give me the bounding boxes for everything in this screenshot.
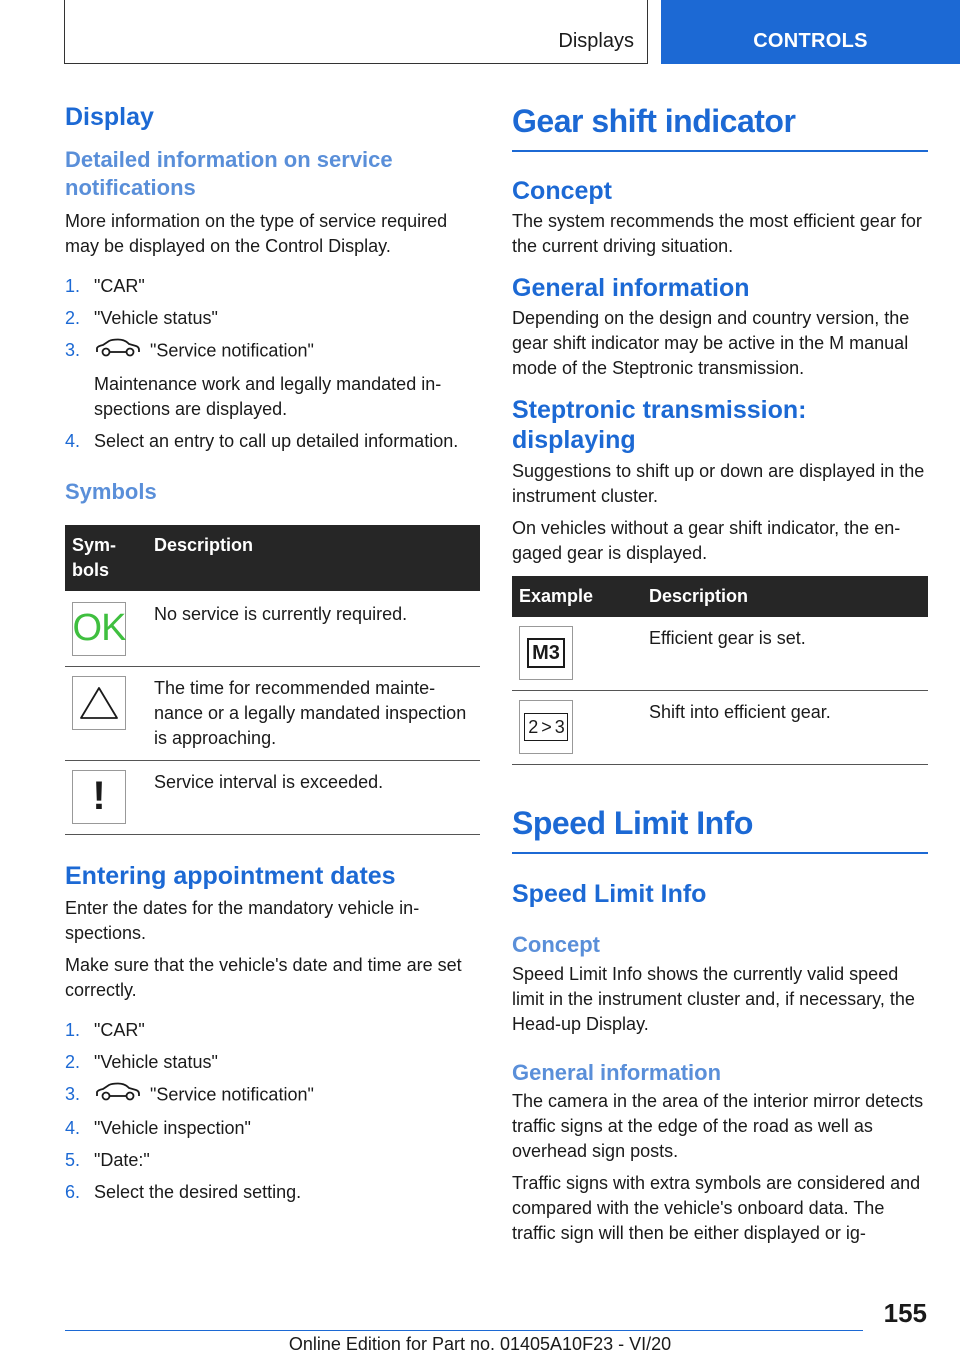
warning-triangle-icon [72, 676, 126, 730]
right-column [512, 100, 928, 1246]
step-number: 1. [65, 1019, 81, 1040]
symbols-heading: Symbols [65, 479, 157, 504]
speed-limit-heading: Speed Limit Info [512, 880, 707, 908]
steptronic-heading: Steptronic transmission: displaying [512, 396, 807, 454]
step-text: "Vehicle status" [94, 308, 218, 328]
sli-concept-text: Speed Limit Info shows the currently valid speed limit in the instrument cluster and, if necessary, the Head-up Display. [512, 963, 915, 1034]
intro-text: More information on the type of service required may be displayed on the Control Display. [65, 211, 448, 256]
exclamation-icon [72, 770, 126, 824]
header-section-title: Displays [558, 30, 634, 52]
step-number: 4. [65, 1117, 81, 1138]
list-item [65, 338, 480, 422]
step-text: "Vehicle inspection" [94, 1117, 251, 1138]
ok-icon [72, 602, 126, 656]
list-item [65, 274, 480, 299]
step-text: Select the desired setting. [94, 1181, 302, 1202]
appointment-text-1: Enter the dates for the mandatory vehicle inspections. [65, 897, 420, 943]
step-number: 1. [65, 276, 81, 296]
symbol-description: No service is currently required. [147, 591, 480, 667]
general-info-text: Depending on the design and country version, the gear shift indicator may be active in the M manual mode of the Steptronic transmission. [512, 308, 910, 378]
service-steps-list [65, 274, 480, 454]
gear-description: Efficient gear is set. [642, 617, 928, 691]
gear-m3-symbol-text: M3 [527, 638, 565, 668]
speed-limit-title: Speed Limit Info [512, 805, 928, 854]
sli-general-text-1: The camera in the area of the interior mirror detects traffic signs at the edge of the road as well as overhead sign posts. [512, 1091, 924, 1161]
step-text: "Service notification" [150, 1083, 314, 1104]
step-text: "Date:" [94, 1149, 150, 1170]
symbols-table [65, 525, 480, 835]
table-row [65, 666, 480, 760]
list-item [65, 1180, 480, 1205]
service-notifications-heading: Detailed information on service notifications [65, 147, 393, 200]
table-row [512, 617, 928, 691]
header-chapter-tab: CONTROLS [661, 0, 960, 64]
step-text: Select an entry to call up detailed information. [94, 431, 459, 451]
example-col-header: Example [512, 576, 642, 617]
list-item [65, 1018, 480, 1043]
list-item [65, 1050, 480, 1075]
gear-shift-title: Gear shift indicator [512, 103, 928, 152]
shift-up-symbol-text: 2 > 3 [524, 713, 568, 741]
exclamation-symbol-text: ! [92, 774, 106, 818]
concept-heading: Concept [512, 177, 612, 205]
description-col-header: Description [642, 576, 928, 617]
appointment-steps-list [65, 1018, 480, 1205]
step-text: "CAR" [94, 276, 145, 296]
steptronic-text-2: On vehicles without a gear shift indicator, the engaged gear is displayed. [512, 518, 901, 563]
footer-divider [65, 1330, 863, 1331]
step-number: 2. [65, 1051, 81, 1072]
description-col-header: Description [147, 525, 480, 591]
list-item [65, 429, 480, 454]
step-number: 6. [65, 1181, 81, 1202]
list-item [65, 1116, 480, 1141]
symbols-col-header: Symbols [65, 525, 147, 591]
step-number: 2. [65, 308, 81, 328]
gear-m3-icon [519, 626, 573, 680]
symbol-description: Service interval is exceeded. [147, 760, 480, 834]
symbol-description: The time for recommended maintenance or a legally mandated inspection is approaching. [147, 666, 480, 760]
step-number: 5. [65, 1149, 81, 1170]
step-number: 3. [65, 1083, 81, 1104]
sli-general-heading: General information [512, 1059, 722, 1085]
list-item [65, 1082, 480, 1109]
car-icon [94, 338, 142, 365]
appointment-heading: Entering appointment dates [65, 861, 396, 890]
left-column [65, 100, 480, 1212]
step-text: "CAR" [94, 1019, 145, 1040]
page-number: 155 [883, 1298, 927, 1328]
list-item [65, 1148, 480, 1173]
gear-description: Shift into efficient gear. [642, 691, 928, 765]
table-row [65, 591, 480, 667]
steptronic-text-1: Suggestions to shift up or down are displayed in the instrument cluster. [512, 461, 925, 506]
table-row [512, 691, 928, 765]
display-heading: Display [65, 103, 154, 131]
footer-edition-text: Online Edition for Part no. 01405A10F23 - VI/20 [288, 1334, 672, 1354]
ok-symbol-text: OK [72, 607, 126, 649]
car-icon [94, 1082, 142, 1109]
gear-example-table [512, 576, 928, 765]
step-text: "Service notification" [150, 340, 314, 361]
step-note: Maintenance work and legally mandated inspections are displayed. [94, 374, 442, 419]
general-info-heading: General information [512, 274, 750, 302]
concept-text: The system recommends the most efficient gear for the current driving situation. [512, 211, 922, 256]
shift-up-icon [519, 700, 573, 754]
sli-general-text-2: Traffic signs with extra symbols are considered and compared with the vehicle's onboard data. The traffic sign will then be either displayed or ig- [512, 1173, 921, 1243]
table-row [65, 760, 480, 834]
list-item [65, 306, 480, 331]
step-text: "Vehicle status" [94, 1051, 218, 1072]
step-number: 3. [65, 340, 81, 360]
step-number: 4. [65, 431, 81, 451]
appointment-text-2: Make sure that the vehicle's date and time are set correctly. [65, 954, 462, 1000]
sli-concept-heading: Concept [512, 932, 600, 957]
